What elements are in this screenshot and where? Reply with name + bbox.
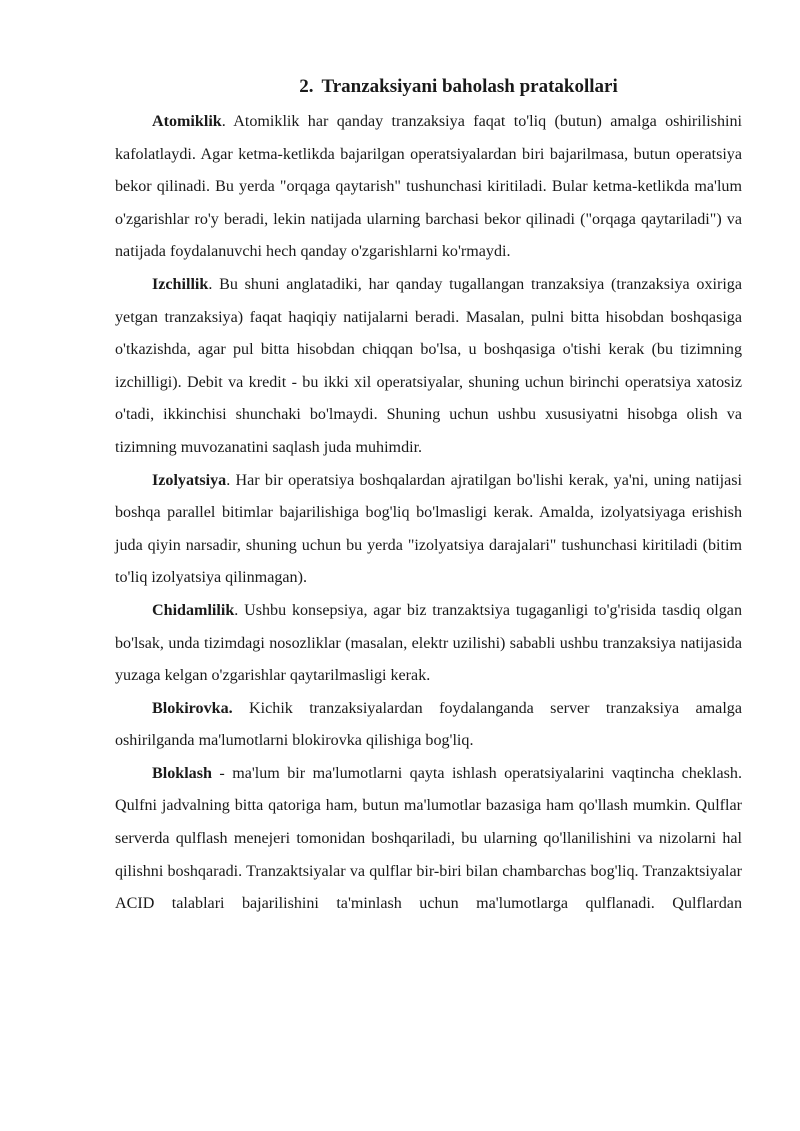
term-blokirovka: Blokirovka. — [152, 699, 233, 717]
paragraph-bloklash — [115, 758, 742, 921]
term-atomiklik: Atomiklik — [152, 113, 222, 130]
paragraph-text: . Har bir operatsiya boshqalardan ajratilgan bo'lishi kerak, ya'ni, uning natijasi boshqa parallel bitimlar bajarilishiga bog'liq bo'lmasligi kerak. Amalda, izolyatsiyaga erishish juda qiyin narsadir, shuning uchun bu yerda "izolyatsiya darajalari" tushunchasi kiritiladi (bitim to'liq izolyatsiya qilinmagan). — [115, 471, 742, 587]
term-izchillik: Izchillik — [152, 275, 209, 293]
paragraph-text: . Atomiklik har qanday tranzaksiya faqat to'liq (butun) amalga oshirilishini kafolatlaydi. Agar ketma-ketlikda bajarilgan operatsiyalardan biri bajarilmasa, butun operatsiya bekor qilinadi. Bu yerda "orqaga qaytarish" tushunchasi kiritiladi. Bular ketma-ketlikda ma'lum o'zgarishlar ro'y beradi, lekin natijada ularning barchasi bekor qilinadi ("orqaga qaytariladi") va natijada foydalanuvchi hech qanday o'zgarishlarni ko'rmaydi. — [115, 113, 742, 261]
paragraph-izolyatsiya — [115, 465, 742, 595]
section-title: Tranzaksiyani baholash pratakollari — [321, 76, 618, 97]
paragraph-izchillik — [115, 269, 742, 465]
paragraph-blokirovka — [115, 693, 742, 758]
term-chidamlilik: Chidamlilik — [152, 601, 235, 619]
paragraph-text: Kichik tranzaksiyalardan foydalanganda server tranzaksiya amalga oshirilganda ma'lumotlarni blokirovka qilishiga bog'liq. — [115, 699, 742, 750]
section-heading — [175, 72, 742, 102]
paragraph-chidamlilik — [115, 595, 742, 693]
paragraph-atomiklik — [115, 106, 742, 269]
section-number: 2. — [299, 76, 314, 97]
paragraph-text: - ma'lum bir ma'lumotlarni qayta ishlash operatsiyalarini vaqtincha cheklash. Qulfni jadvalning bitta qatoriga ham, butun ma'lumotlar bazasiga ham qo'llash mumkin. Qulflar serverda qulflash menejeri tomonidan boshqariladi, bu ularning qo'llanilishini va nizolarni hal qilishni boshqaradi. Tranzaktsiyalar va qulflar bir-biri bilan chambarchas bog'liq. Tranzaktsiyalar ACID talablari bajarilishini ta'minlash uchun ma'lumotlarga qulflanadi. Qulflardan — [115, 764, 742, 913]
document-page — [115, 72, 742, 921]
term-izolyatsiya: Izolyatsiya — [152, 471, 227, 489]
paragraph-text: . Ushbu konsepsiya, agar biz tranzaktsiya tugaganligi to'g'risida tasdiq olgan bo'lsak, unda tizimdagi nosozliklar (masalan, elektr uzilishi) sababli ushbu tranzaksiya natijasida yuzaga kelgan o'zgarishlar qaytarilmasligi kerak. — [115, 601, 742, 685]
paragraph-text: . Bu shuni anglatadiki, har qanday tugallangan tranzaksiya (tranzaksiya oxiriga yetgan tranzaksiya) faqat haqiqiy natijalarni beradi. Masalan, pulni bitta hisobdan boshqasiga o'tkazishda, agar pul bitta hisobdan chiqqan bo'lsa, u boshqasiga o'tishi kerak (bu tizimning izchilligi). Debit va kredit - bu ikki xil operatsiyalar, shuning uchun birinchi operatsiya xatosiz o'tadi, ikkinchisi shunchaki bo'lmaydi. Shuning uchun ushbu xususiyatni hisobga olish va tizimning muvozanatini saqlash juda muhimdir. — [115, 275, 742, 456]
term-bloklash: Bloklash — [152, 764, 212, 782]
